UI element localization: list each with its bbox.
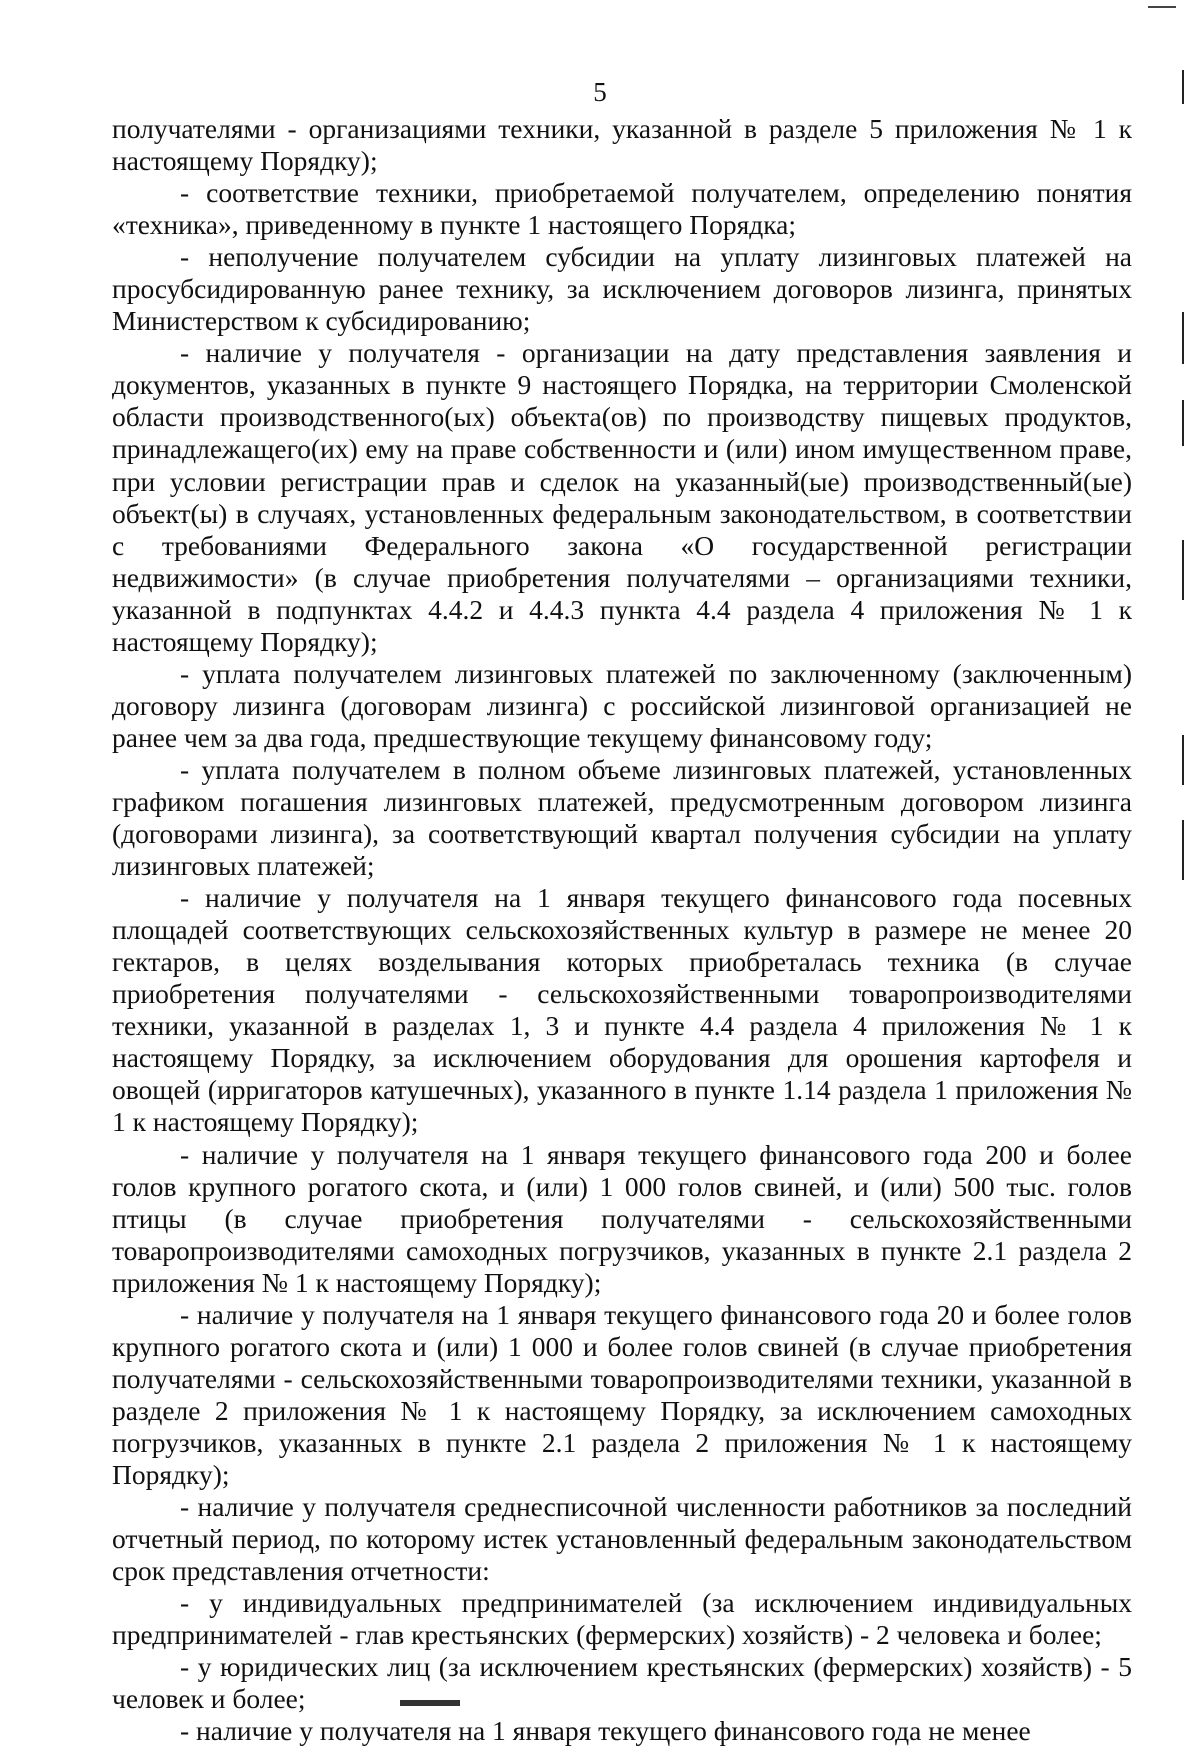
paragraph: - наличие у получателя на 1 января текущего финансового года не менее [180,1715,1031,1747]
paragraph: - у индивидуальных предпринимателей (за исключением индивидуальных предпринимателей - глав крестьянских (фермерских) хозяйств) - 2 человека и более; [112,1587,1132,1651]
paragraph: - неполучение получателем субсидии на уплату лизинговых платежей на просубсидированную ранее технику, за исключением договоров лизинга, принятых Министерством к субсидированию; [112,241,1132,337]
paragraph: - уплата получателем лизинговых платежей по заключенному (заключенным) договору лизинга (договорам лизинга) с российской лизинговой организацией не ранее чем за два года, предшествующие текущему финансовому году; [112,657,1132,753]
scan-artifact-mark [1148,6,1176,8]
page-number: 5 [593,77,607,107]
scan-artifact-mark [400,1700,460,1706]
paragraph: - уплата получателем в полном объеме лизинговых платежей, установленных графиком погашения лизинговых платежей, предусмотренным договором лизинга (договорами лизинга), за соответствующий квартал получения субсидии на уплату лизинговых платежей; [112,753,1132,882]
document-body [112,113,1132,1747]
scan-edge-line [1182,735,1184,785]
paragraph: - наличие у получателя на 1 января текущего финансового года 200 и более голов крупного рогатого скота, и (или) 1 000 голов свиней, и (или) 500 тыс. голов птицы (в случае приобретения получателями - сельскохозяйственными товаропроизводителями самоходных погрузчиков, указанных в пункте 2.1 раздела 2 приложения № 1 к настоящему Порядку); [112,1138,1132,1298]
scan-edge-line [1182,820,1184,880]
scan-edge-line [1182,540,1184,600]
paragraph: - наличие у получателя среднесписочной численности работников за последний отчетный период, по которому истек установленный федеральным законодательством срок представления отчетности: [112,1491,1132,1587]
scan-edge-line [1182,400,1184,446]
scan-edge-line [1182,312,1184,364]
paragraph: - у юридических лиц (за исключением крестьянских (фермерских) хозяйств) - 5 человек и более; [112,1651,1132,1715]
paragraph: - наличие у получателя на 1 января текущего финансового года 20 и более голов крупного рогатого скота и (или) 1 000 и более голов свиней (в случае приобретения получателями - сельскохозяйственными товаропроизводителями техники, указанной в разделе 2 приложения № 1 к настоящему Порядку, за исключением самоходных погрузчиков, указанных в пункте 2.1 раздела 2 приложения № 1 к настоящему Порядку); [112,1298,1132,1490]
paragraph: получателями - организациями техники, указанной в разделе 5 приложения № 1 к настоящему Порядку); [112,113,1132,177]
paragraph: - наличие у получателя - организации на дату представления заявления и документов, указанных в пункте 9 настоящего Порядка, на территории Смоленской области производственного(ых) объекта(ов) по производству пищевых продуктов, принадлежащего(их) ему на праве собственности и (или) ином имущественном праве, при условии регистрации прав и сделок на указанный(ые) производственный(ые) объект(ы) в случаях, установленных федеральным законодательством, в соответствии с требованиями Федерального закона «О государственной регистрации недвижимости» (в случае приобретения получателями – организациями техники, указанной в подпунктах 4.4.2 и 4.4.3 пункта 4.4 раздела 4 приложения № 1 к настоящему Порядку); [112,337,1132,657]
paragraph: - наличие у получателя на 1 января текущего финансового года посевных площадей соответствующих сельскохозяйственных культур в размере не менее 20 гектаров, в целях возделывания которых приобреталась техника (в случае приобретения получателями - сельскохозяйственными товаропроизводителями техники, указанной в разделах 1, 3 и пункте 4.4 раздела 4 приложения № 1 к настоящему Порядку, за исключением оборудования для орошения картофеля и овощей (ирригаторов катушечных), указанного в пункте 1.14 раздела 1 приложения № 1 к настоящему Порядку); [112,882,1132,1138]
paragraph: - соответствие техники, приобретаемой получателем, определению понятия «техника», приведенному в пункте 1 настоящего Порядка; [112,177,1132,241]
